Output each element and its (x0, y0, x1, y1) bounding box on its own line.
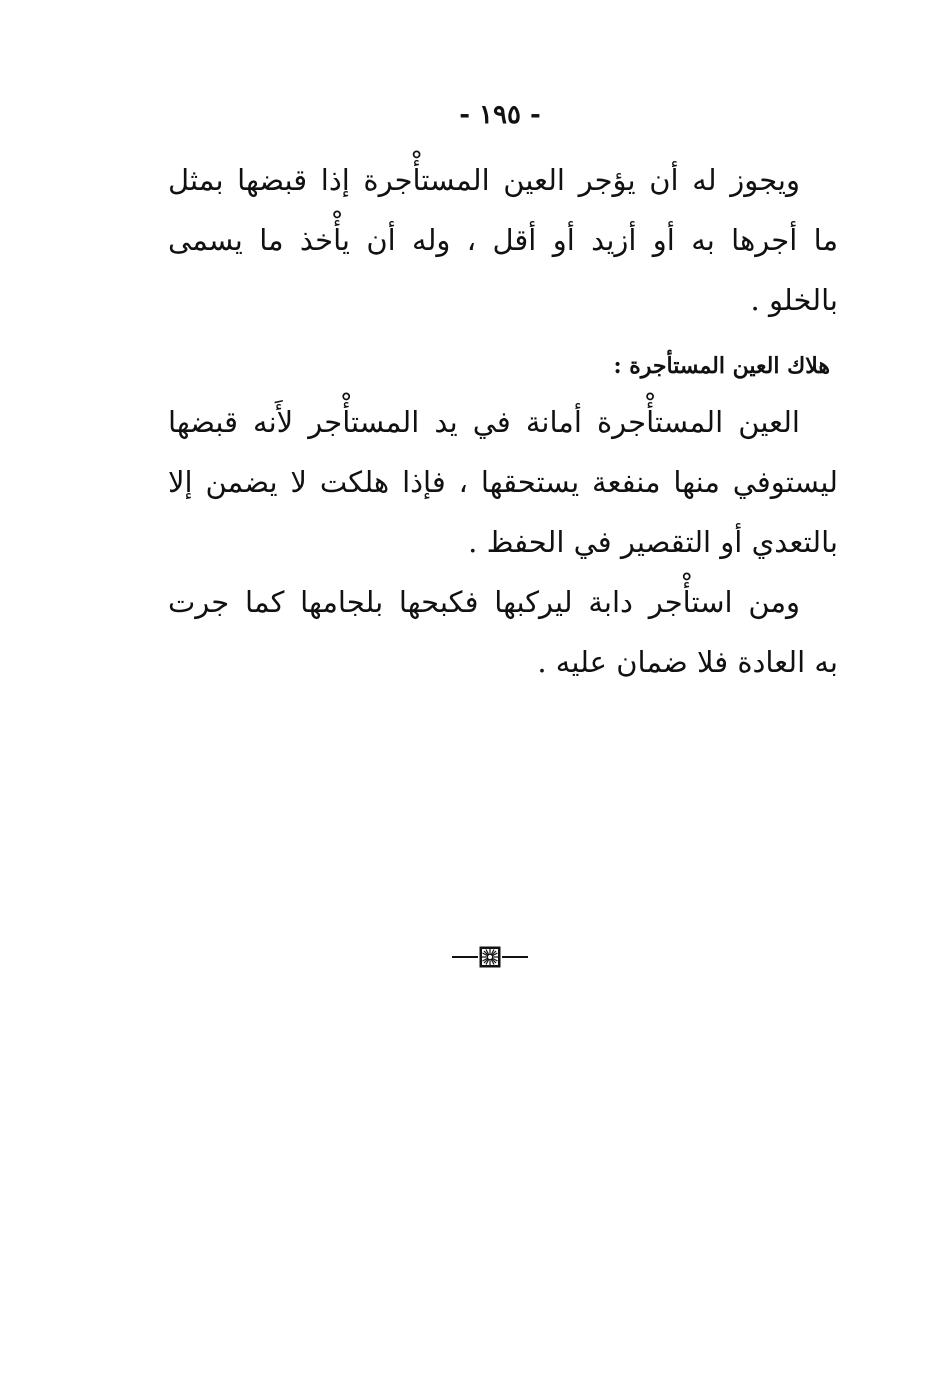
text-line: ويجوز له أن يؤجر العين المستأْجرة إذا قبضها بمثل (168, 163, 800, 197)
text-line: ما أجرها به أو أزيد أو أقل ، وله أن يأْخذ ما يسمى (168, 223, 838, 257)
text-line: العين المستأْجرة أمانة في يد المستأْجر لأَنه قبضها (168, 405, 800, 439)
divider-rule-left (452, 956, 478, 958)
section-heading: هلاك العين المستأجرة : (613, 353, 830, 379)
paragraph-lease-reletting (168, 150, 838, 330)
text-line: ومن استأْجر دابة ليركبها فكبحها بلجامها كما جرت (168, 585, 800, 619)
text-line: به العادة فلا ضمان عليه . (537, 645, 838, 679)
paragraph-leased-property-trust (168, 392, 838, 572)
text-line: بالتعدي أو التقصير في الحفظ . (468, 525, 838, 559)
ornament-sunburst-icon (479, 946, 501, 968)
page-number: - ١٩٥ - (459, 100, 541, 130)
text-line: بالخلو . (750, 283, 838, 317)
text-line: ليستوفي منها منفعة يستحقها ، فإذا هلكت لا يضمن إلا (168, 465, 838, 499)
decorative-divider-icon (452, 945, 528, 969)
divider-rule-right (502, 956, 528, 958)
paragraph-animal-rental (168, 572, 838, 692)
